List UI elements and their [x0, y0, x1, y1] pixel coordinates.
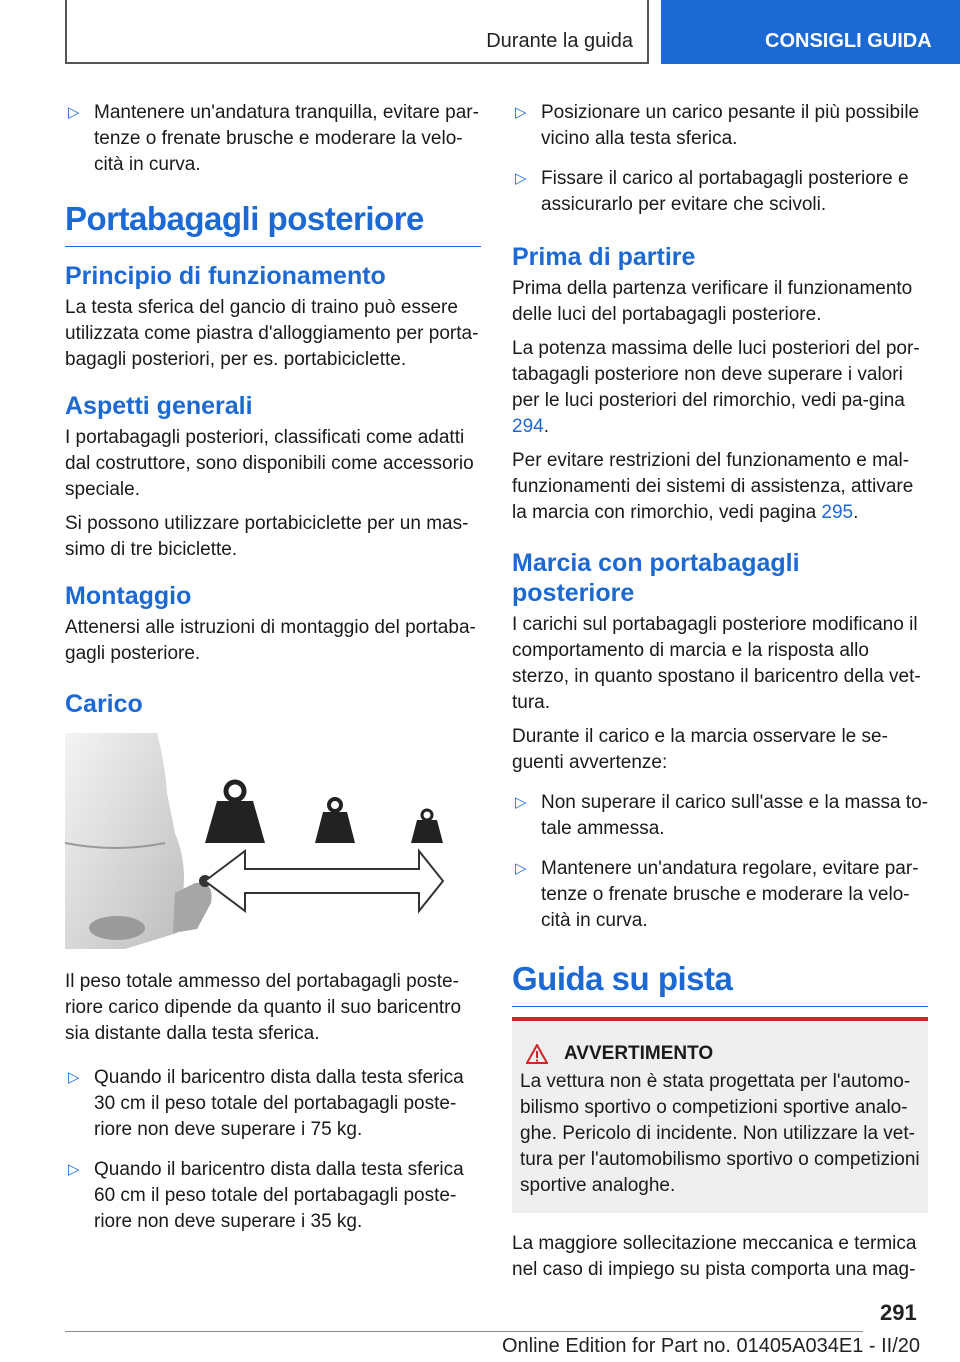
paragraph: Si possono utilizzare portabiciclette per un mas-simo di tre biciclette. — [65, 513, 469, 560]
list-item: ▷ Fissare il carico al portabagagli posteriore e assicurarlo per evitare che scivoli. — [515, 168, 909, 215]
list-item: ▷ Mantenere un'andatura regolare, evitare par-tenze o frenate brusche e moderare la velo-cità in curva. — [515, 858, 919, 931]
page-link-294[interactable]: 294 — [512, 416, 544, 437]
page-link-295[interactable]: 295 — [821, 502, 854, 523]
paragraph: La potenza massima delle luci posteriori del por-tabagagli posteriore non deve superare i valori per le luci posteriori del rimorchio, vedi pa-gina 294. — [512, 338, 920, 437]
header-section-title: Durante la guida — [486, 30, 633, 52]
warning-text: La vettura non è stata progettata per l'automo-bilismo sportivo o competizioni sportive analo-ghe. Pericolo di incidente. Non utilizzare la vet-tura per l'automobilismo sportivo o competizioni sportive analoghe. — [520, 1071, 920, 1196]
bullet-triangle-icon: ▷ — [68, 1069, 80, 1086]
double-arrow-icon — [205, 851, 443, 911]
list-item: ▷ Posizionare un carico pesante il più possibile vicino alla testa sferica. — [515, 102, 920, 149]
weight-small-icon — [411, 810, 443, 843]
bullet-triangle-icon: ▷ — [68, 104, 80, 121]
list-item: ▷ Quando il baricentro dista dalla testa sferica 60 cm il peso totale del portabagagli poste-riore non deve superare i 35 kg. — [68, 1159, 464, 1232]
list-item: ▷ Quando il baricentro dista dalla testa sferica 30 cm il peso totale del portabagagli poste-riore non deve superare i 75 kg. — [68, 1067, 464, 1140]
section-title-guida-su-pista: Guida su pista — [512, 960, 928, 1007]
weight-large-icon — [205, 782, 265, 843]
heading-prima-di-partire: Prima di partire — [512, 243, 696, 271]
list-item: ▷ Non superare il carico sull'asse e la massa to-tale ammessa. — [515, 792, 928, 839]
bullet-triangle-icon: ▷ — [515, 170, 527, 187]
heading-aspetti: Aspetti generali — [65, 392, 253, 420]
bullet-triangle-icon: ▷ — [68, 1161, 80, 1178]
load-illustration — [65, 733, 481, 949]
left-column — [65, 100, 481, 1249]
heading-principio: Principio di funzionamento — [65, 262, 386, 290]
header-frame — [65, 0, 649, 64]
bullet-triangle-icon: ▷ — [515, 104, 527, 121]
section-title-portabagagli: Portabagagli posteriore — [65, 200, 481, 247]
heading-marcia: Marcia con portabagagli posteriore — [512, 549, 800, 607]
heading-montaggio: Montaggio — [65, 582, 192, 610]
list-item: ▷ Mantenere un'andatura tranquilla, evitare par-tenze o frenate brusche e moderare la velo-cità in curva. — [68, 102, 479, 175]
paragraph: Prima della partenza verificare il funzionamento delle luci del portabagagli posteriore. — [512, 278, 913, 325]
page-number: 291 — [880, 1300, 917, 1325]
header-chapter-tab[interactable]: CONSIGLI GUIDA — [661, 0, 960, 64]
paragraph: Il peso totale ammesso del portabagagli poste-riore carico dipende da quanto il suo baricentro sia distante dalla testa sferica. — [65, 971, 462, 1044]
warning-box — [512, 1017, 928, 1213]
bullet-triangle-icon: ▷ — [515, 794, 527, 811]
paragraph: I carichi sul portabagagli posteriore modificano il comportamento di marcia e la risposta allo sterzo, in quanto spostano il baricentro della vet-tura. — [512, 614, 921, 713]
heading-carico: Carico — [65, 690, 143, 718]
paragraph: I portabagagli posteriori, classificati come adatti dal costruttore, sono disponibili come accessorio speciale. — [65, 427, 474, 500]
edition-info: Online Edition for Part no. 01405A034E1 - II/20 — [501, 1335, 920, 1357]
paragraph: Durante il carico e la marcia osservare le se-guenti avvertenze: — [512, 726, 888, 773]
bullet-triangle-icon: ▷ — [515, 860, 527, 877]
right-column — [512, 100, 928, 1291]
paragraph: Per evitare restrizioni del funzionamento e mal-funzionamenti dei sistemi di assistenza, attivare la marcia con rimorchio, vedi pagina 295. — [512, 450, 914, 523]
paragraph: La maggiore sollecitazione meccanica e termica nel caso di impiego su pista comporta una mag- — [512, 1233, 917, 1280]
footer-divider — [65, 1331, 863, 1332]
warning-triangle-icon — [526, 1044, 548, 1064]
warning-title: AVVERTIMENTO — [520, 1043, 920, 1065]
weight-medium-icon — [315, 799, 355, 843]
paragraph: La testa sferica del gancio di traino può essere utilizzata come piastra d'alloggiamento per porta-bagagli posteriori, per es. portabiciclette. — [65, 297, 479, 370]
paragraph: Attenersi alle istruzioni di montaggio del portaba-gagli posteriore. — [65, 617, 476, 664]
